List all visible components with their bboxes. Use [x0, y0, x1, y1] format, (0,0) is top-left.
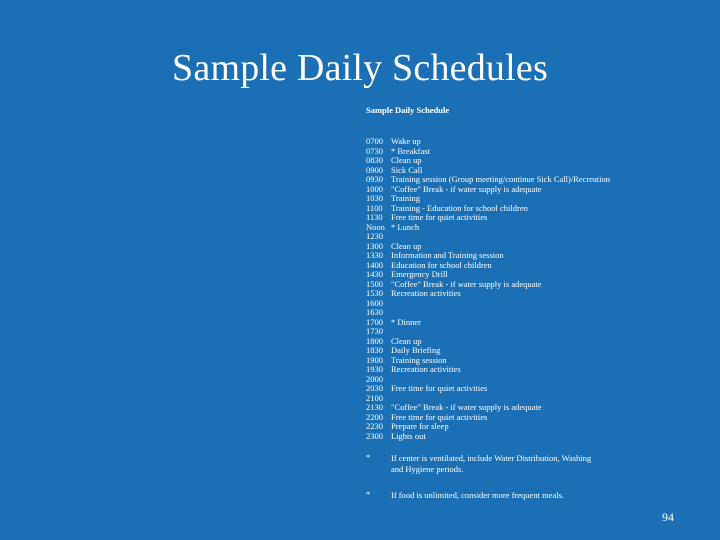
- schedule-activity: Daily Briefing: [391, 345, 441, 355]
- schedule-activity: * Dinner: [391, 316, 421, 327]
- schedule-activity: Emergency Drill: [391, 269, 448, 279]
- schedule-activity: Training session (Group meeting/continue Sick Call)/Recreation: [391, 174, 610, 184]
- schedule-time: 1600: [366, 297, 383, 308]
- schedule-time: 0900: [366, 164, 383, 175]
- schedule-list: [366, 136, 610, 441]
- schedule-time: 2100: [366, 392, 383, 403]
- schedule-row: [366, 299, 596, 309]
- schedule-row: [366, 289, 596, 299]
- schedule-time: 1300: [366, 240, 383, 251]
- schedule-time: 1830: [366, 345, 383, 355]
- schedule-activity: Information and Training session: [391, 250, 504, 260]
- schedule-activity: [391, 232, 596, 242]
- schedule-time: 1700: [366, 316, 383, 327]
- schedule-activity: Prepare for sleep: [391, 421, 449, 431]
- schedule-time: 0700: [366, 136, 383, 146]
- page-number: 94: [662, 510, 674, 524]
- schedule-activity: Clean up: [391, 155, 422, 165]
- schedule-time: 1530: [366, 288, 383, 298]
- schedule-time: 2300: [366, 430, 383, 441]
- schedule-activity: Recreation activities: [391, 364, 461, 374]
- schedule-activity: [391, 308, 596, 318]
- schedule-activity: "Coffee" Break - if water supply is adequate: [391, 278, 542, 289]
- schedule-time: 0930: [366, 174, 383, 184]
- schedule-activity: Sick Call: [391, 164, 423, 175]
- schedule-time: 2030: [366, 383, 383, 393]
- schedule-activity: Training: [391, 193, 420, 203]
- schedule-row: [366, 384, 596, 394]
- schedule-time: 1800: [366, 335, 383, 346]
- schedule-activity: * Lunch: [391, 221, 420, 232]
- schedule-time: 1430: [366, 269, 383, 279]
- schedule-activity: Training - Education for school children: [391, 202, 528, 213]
- schedule-time: 1030: [366, 193, 383, 203]
- schedule-activity: Training session: [391, 354, 447, 365]
- schedule-activity: Free time for quiet activities: [391, 411, 488, 422]
- schedule-time: 2000: [366, 373, 383, 384]
- footnote: [366, 490, 596, 501]
- schedule-activity: Lights out: [391, 430, 426, 441]
- schedule-document: [366, 105, 610, 501]
- schedule-time: 1900: [366, 354, 383, 365]
- footnote-text: If food is unlimited, consider more frequent meals.: [391, 490, 565, 501]
- schedule-activity: "Coffee" Break - if water supply is adequate: [391, 183, 542, 194]
- schedule-time: 2130: [366, 402, 383, 412]
- schedule-activity: Clean up: [391, 240, 422, 251]
- footnote-mark: *: [366, 489, 371, 500]
- schedule-row: [366, 318, 596, 328]
- schedule-activity: Wake up: [391, 136, 421, 146]
- document-title: Sample Daily Schedule: [366, 105, 450, 115]
- schedule-activity: Free time for quiet activities: [391, 212, 488, 222]
- schedule-time: 2230: [366, 421, 383, 431]
- footnote-mark: *: [366, 452, 371, 462]
- schedule-time: 1500: [366, 278, 383, 289]
- schedule-activity: [391, 327, 596, 337]
- schedule-activity: "Coffee" Break - if water supply is adequate: [391, 402, 542, 412]
- slide-title: Sample Daily Schedules: [172, 47, 548, 89]
- schedule-time: 1730: [366, 326, 383, 336]
- footnote: [366, 453, 596, 474]
- footnote-text: If center is ventilated, include Water Distribution, Washing and Hygiene periods.: [391, 453, 592, 474]
- schedule-time: 1400: [366, 259, 383, 270]
- schedule-activity: Free time for quiet activities: [391, 383, 488, 393]
- schedule-time: 0830: [366, 155, 383, 165]
- schedule-time: 0730: [366, 145, 383, 156]
- schedule-row: [366, 432, 596, 442]
- schedule-time: 2200: [366, 411, 383, 422]
- schedule-time: 1000: [366, 183, 383, 194]
- schedule-activity: [391, 299, 596, 309]
- schedule-activity: * Breakfast: [391, 145, 430, 156]
- schedule-time: 1230: [366, 231, 383, 241]
- schedule-row: [366, 365, 596, 375]
- schedule-time: 1100: [366, 202, 383, 213]
- schedule-activity: Education for school children: [391, 259, 492, 270]
- schedule-row: [366, 223, 596, 233]
- schedule-activity: Clean up: [391, 335, 422, 346]
- schedule-time: 1630: [366, 307, 383, 317]
- schedule-time: 1930: [366, 364, 383, 374]
- schedule-time: 1330: [366, 250, 383, 260]
- schedule-time: 1130: [366, 212, 383, 222]
- schedule-activity: Recreation activities: [391, 288, 461, 298]
- schedule-time: Noon: [366, 221, 385, 232]
